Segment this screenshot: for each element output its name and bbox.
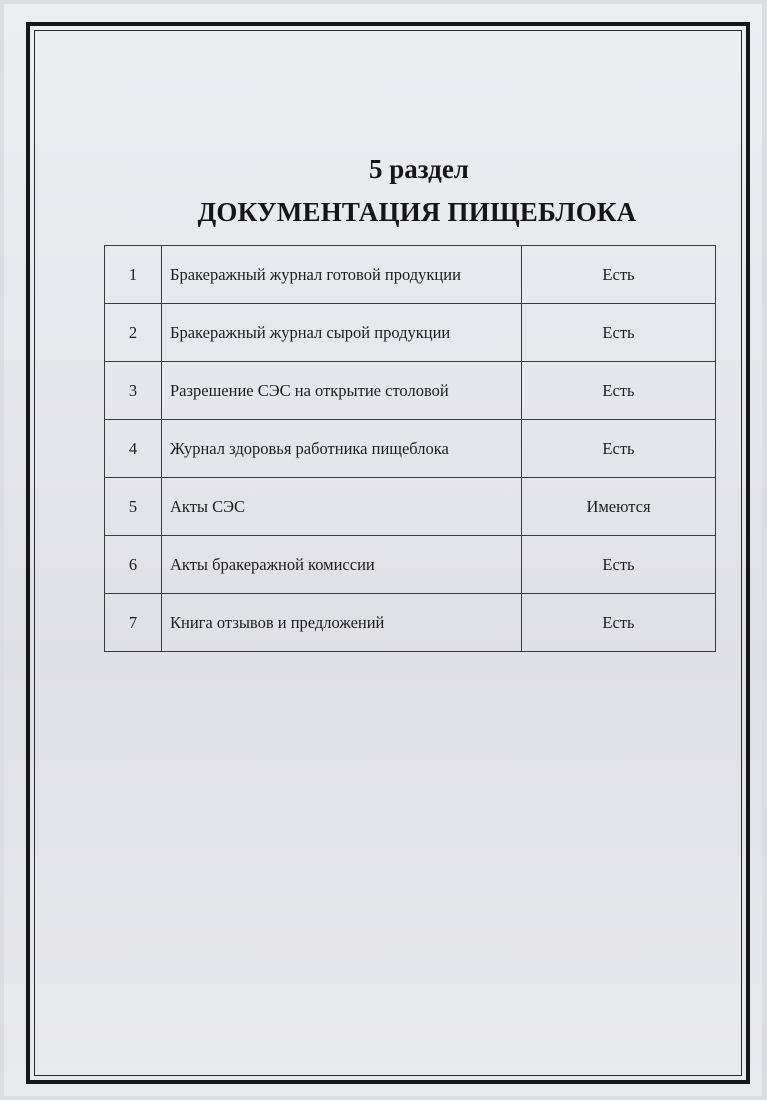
document-status: Имеются bbox=[522, 478, 716, 536]
document-status: Есть bbox=[522, 420, 716, 478]
row-number: 2 bbox=[105, 304, 162, 362]
document-status: Есть bbox=[522, 594, 716, 652]
row-number: 5 bbox=[105, 478, 162, 536]
row-number: 3 bbox=[105, 362, 162, 420]
document-name: Книга отзывов и предложений bbox=[162, 594, 522, 652]
section-title: 5 раздел bbox=[369, 154, 469, 184]
document-status: Есть bbox=[522, 362, 716, 420]
page-title: ДОКУМЕНТАЦИЯ ПИЩЕБЛОКА bbox=[197, 197, 637, 227]
table-row bbox=[105, 362, 716, 420]
documentation-table bbox=[104, 245, 716, 652]
row-number: 1 bbox=[105, 246, 162, 304]
document-name: Разрешение СЭС на открытие столовой bbox=[162, 362, 522, 420]
table-row bbox=[105, 246, 716, 304]
document-name: Бракеражный журнал сырой продукции bbox=[162, 304, 522, 362]
table-row bbox=[105, 536, 716, 594]
document-page bbox=[4, 4, 762, 1096]
row-number: 7 bbox=[105, 594, 162, 652]
row-number: 6 bbox=[105, 536, 162, 594]
table-row bbox=[105, 478, 716, 536]
document-status: Есть bbox=[522, 246, 716, 304]
document-name: Бракеражный журнал готовой продукции bbox=[162, 246, 522, 304]
table-row bbox=[105, 304, 716, 362]
document-status: Есть bbox=[522, 304, 716, 362]
document-name: Акты бракеражной комиссии bbox=[162, 536, 522, 594]
table-row bbox=[105, 594, 716, 652]
document-status: Есть bbox=[522, 536, 716, 594]
table-row bbox=[105, 420, 716, 478]
row-number: 4 bbox=[105, 420, 162, 478]
document-name: Акты СЭС bbox=[162, 478, 522, 536]
document-name: Журнал здоровья работника пищеблока bbox=[162, 420, 522, 478]
